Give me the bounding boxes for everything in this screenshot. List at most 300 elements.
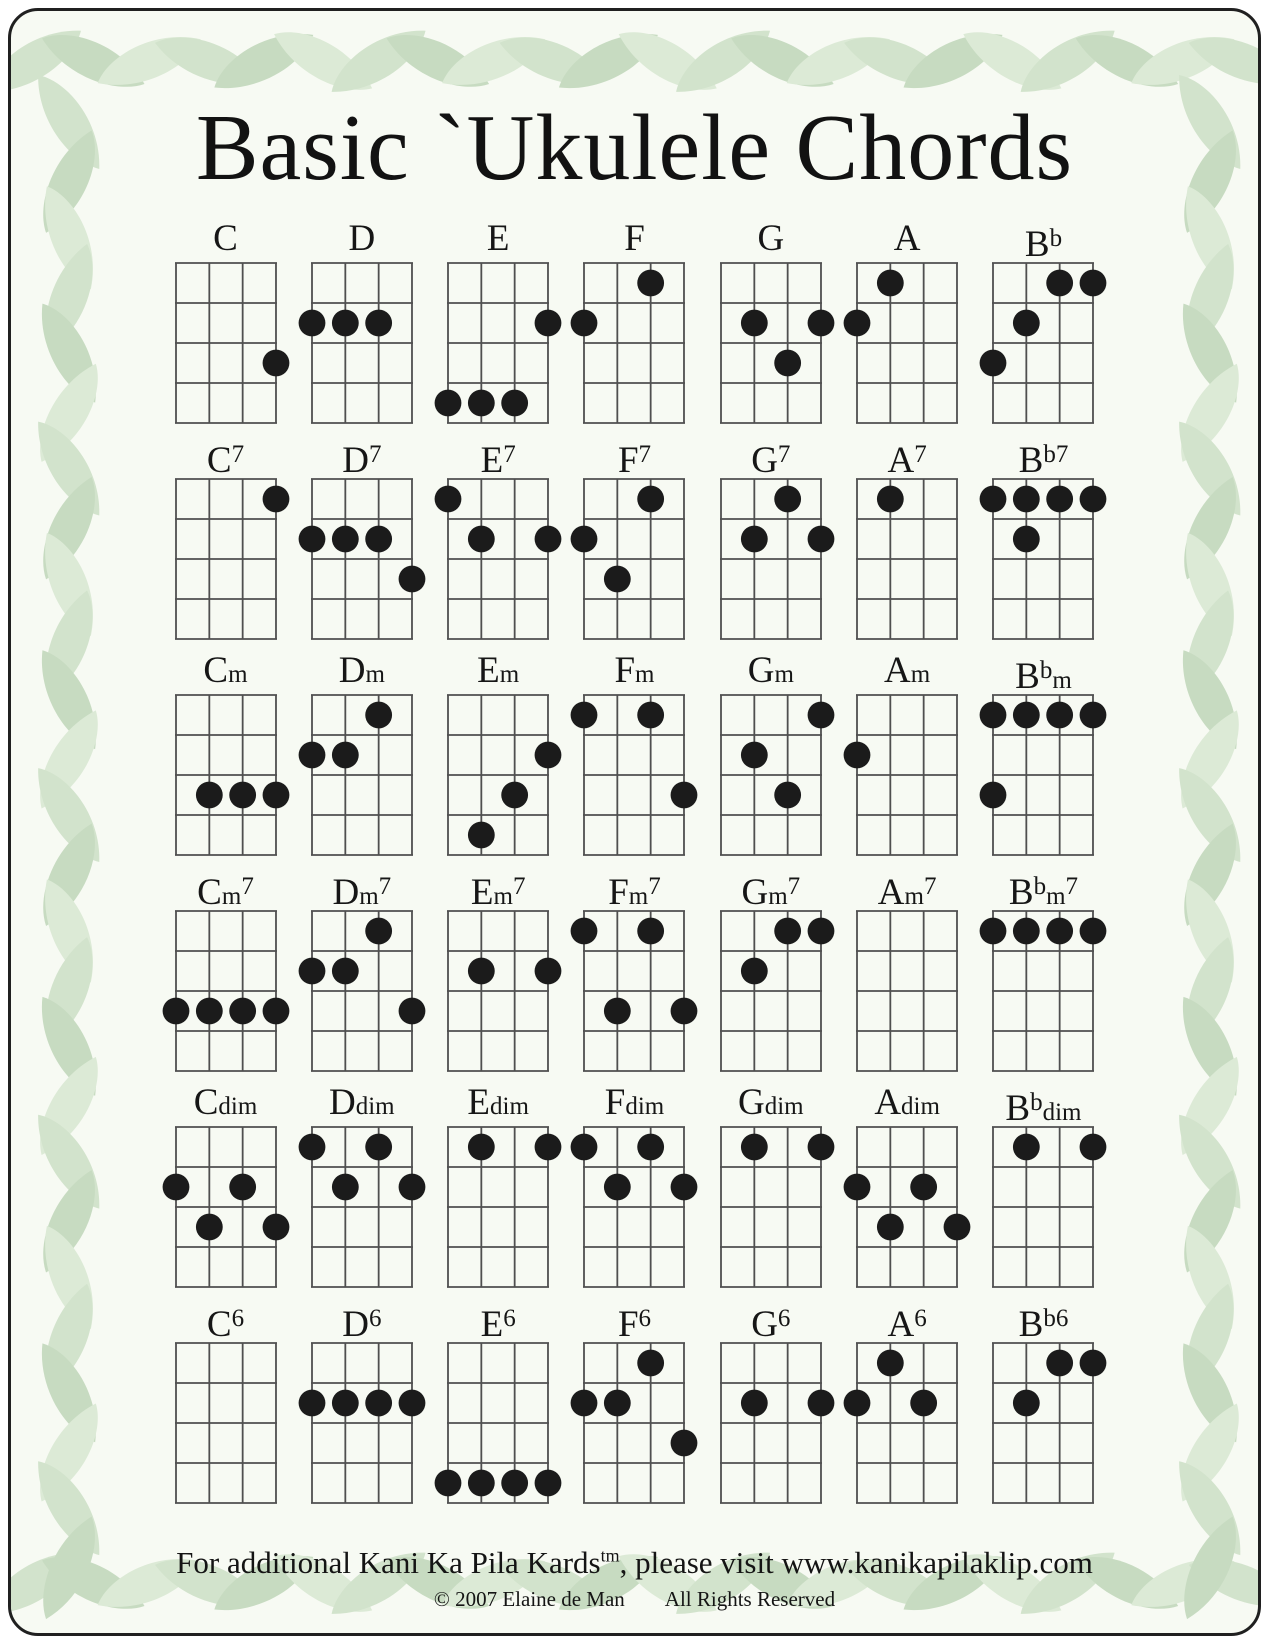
chord-label — [840, 218, 974, 260]
chord-root-letter: G — [741, 871, 769, 913]
grid-lines — [175, 1343, 277, 1503]
chord-label — [704, 866, 838, 913]
finger-dot — [229, 781, 256, 808]
fretboard-grid — [840, 260, 974, 434]
chord-suffix: 7 — [503, 440, 516, 468]
grid-lines — [992, 911, 1094, 1071]
finger-dot — [262, 1213, 289, 1240]
fretboard-grid — [295, 476, 429, 650]
chord-label — [295, 434, 429, 481]
chord-root-letter: F — [617, 439, 639, 481]
fretboard-grid — [431, 1340, 565, 1514]
grid-lines — [856, 1127, 958, 1287]
chord-suffix: m — [365, 660, 385, 688]
finger-dot — [980, 781, 1007, 808]
fretboard-grid — [431, 692, 565, 866]
finger-dot — [877, 485, 904, 512]
chord-suffix: m — [904, 882, 924, 910]
grid-lines — [175, 695, 277, 855]
chord-suffix: 6 — [638, 1304, 652, 1332]
rights-text: All Rights Reserved — [664, 1586, 836, 1611]
fretboard-grid — [159, 692, 293, 866]
chord-root-letter: A — [877, 871, 905, 913]
chord-root-letter: B — [1024, 223, 1050, 265]
chord-root-letter: D — [338, 649, 366, 691]
finger-dot — [604, 1389, 631, 1416]
grid-lines — [175, 911, 277, 1071]
finger-dot — [365, 1133, 392, 1160]
finger-dot — [262, 781, 289, 808]
finger-dot — [844, 309, 871, 336]
page-title: Basic `Ukulele Chords — [195, 96, 1074, 200]
chord-label — [295, 1082, 429, 1124]
finger-dot — [571, 701, 598, 728]
chord-suffix: 6 — [914, 1304, 927, 1332]
chord-diagram-Bb7 — [976, 434, 1110, 650]
finger-dot — [468, 525, 495, 552]
fretboard-grid — [704, 1124, 838, 1298]
finger-dot — [468, 957, 495, 984]
chord-diagram-Cm — [159, 650, 293, 866]
finger-dot — [1013, 1389, 1040, 1416]
grid-lines — [856, 479, 958, 639]
chord-label — [159, 650, 293, 692]
chord-label — [976, 1298, 1110, 1345]
finger-dot — [638, 917, 665, 944]
fretboard-grid — [159, 476, 293, 650]
chord-root-letter: A — [874, 1081, 902, 1123]
grid-lines — [447, 1343, 549, 1503]
chord-suffix: dim — [1042, 1098, 1082, 1126]
fretboard-grid — [840, 476, 974, 650]
finger-dot — [1080, 917, 1107, 944]
chord-suffix: dim — [218, 1092, 258, 1120]
grid-lines — [583, 479, 685, 639]
chord-diagram-Ddim — [295, 1082, 429, 1298]
finger-dot — [671, 781, 698, 808]
finger-dot — [365, 701, 392, 728]
chord-label — [567, 218, 701, 260]
finger-dot — [365, 1389, 392, 1416]
grid-lines — [447, 479, 549, 639]
finger-dot — [398, 997, 425, 1024]
finger-dot — [298, 1133, 325, 1160]
finger-dot — [262, 997, 289, 1024]
chord-root-letter: F — [624, 217, 645, 259]
grid-lines — [447, 1127, 549, 1287]
chord-suffix: 7 — [914, 440, 927, 468]
fretboard-grid — [704, 908, 838, 1082]
chord-label — [704, 434, 838, 481]
fretboard-grid — [159, 908, 293, 1082]
fretboard-grid — [295, 260, 429, 434]
grid-lines — [992, 263, 1094, 423]
fretboard-grid — [704, 476, 838, 650]
chord-suffix: m — [228, 660, 248, 688]
chord-suffix: m — [493, 882, 513, 910]
chord-label — [567, 650, 701, 692]
finger-dot — [468, 1133, 495, 1160]
finger-dot — [398, 1389, 425, 1416]
grid-lines — [583, 911, 685, 1071]
chord-suffix: b — [1039, 656, 1053, 684]
chord-label — [567, 1082, 701, 1124]
chord-label — [159, 866, 293, 913]
finger-dot — [638, 701, 665, 728]
chord-root-letter: A — [884, 649, 911, 691]
chord-diagram-A7 — [840, 434, 974, 650]
grid-lines — [447, 263, 549, 423]
finger-dot — [501, 389, 528, 416]
finger-dot — [332, 309, 359, 336]
fretboard-grid — [567, 692, 701, 866]
grid-lines — [992, 1127, 1094, 1287]
grid-lines — [856, 911, 958, 1071]
chord-root-letter: C — [213, 217, 238, 259]
chord-root-letter: B — [1008, 871, 1034, 913]
finger-dot — [1047, 917, 1074, 944]
chord-root-letter: C — [206, 439, 232, 481]
finger-dot — [468, 821, 495, 848]
finger-dot — [944, 1213, 971, 1240]
fretboard-grid — [431, 260, 565, 434]
chord-diagram-A6 — [840, 1298, 974, 1514]
grid-lines — [583, 695, 685, 855]
chord-label — [159, 218, 293, 260]
chord-suffix: 7 — [638, 440, 652, 468]
finger-dot — [195, 781, 222, 808]
finger-dot — [741, 957, 768, 984]
chord-label — [567, 866, 701, 913]
fretboard-grid — [431, 476, 565, 650]
grid-lines — [992, 1343, 1094, 1503]
chord-diagram-E — [431, 218, 565, 434]
finger-dot — [501, 781, 528, 808]
grid-lines — [720, 1127, 822, 1287]
fretboard-grid — [159, 1124, 293, 1298]
fretboard-grid — [295, 908, 429, 1082]
chord-row-major — [159, 218, 1111, 434]
chord-suffix: 7 — [368, 440, 382, 468]
fretboard-grid — [567, 908, 701, 1082]
chord-suffix: b — [1043, 440, 1056, 468]
chord-root-letter: B — [1005, 1087, 1031, 1129]
finger-dot — [1080, 1349, 1107, 1376]
decorative-border-frame — [8, 8, 1261, 1636]
finger-dot — [877, 269, 904, 296]
finger-dot — [1013, 309, 1040, 336]
chord-diagram-F — [567, 218, 701, 434]
chord-diagram-C — [159, 218, 293, 434]
finger-dot — [162, 1173, 189, 1200]
chord-label — [704, 1082, 838, 1124]
chord-label — [567, 434, 701, 481]
chord-diagram-C6 — [159, 1298, 293, 1514]
grid-lines — [311, 479, 413, 639]
chord-diagram-Cm7 — [159, 866, 293, 1082]
fretboard-grid — [567, 476, 701, 650]
finger-dot — [365, 525, 392, 552]
finger-dot — [807, 309, 834, 336]
chord-suffix: b — [1030, 1088, 1043, 1116]
fretboard-grid — [704, 1340, 838, 1514]
finger-dot — [774, 917, 801, 944]
finger-dot — [1080, 701, 1107, 728]
chord-root-letter: A — [893, 217, 921, 259]
chord-root-letter: A — [887, 439, 915, 481]
fretboard-grid — [567, 260, 701, 434]
finger-dot — [1013, 485, 1040, 512]
fretboard-grid — [976, 908, 1110, 1082]
chord-diagram-Em — [431, 650, 565, 866]
chord-root-letter: E — [480, 1303, 504, 1345]
chord-suffix: m — [221, 882, 242, 910]
chord-label — [976, 434, 1110, 481]
chord-suffix: m — [635, 660, 655, 688]
finger-dot — [741, 309, 768, 336]
chord-label — [976, 650, 1110, 697]
finger-dot — [332, 525, 359, 552]
chord-label — [431, 434, 565, 481]
copyright-text: © 2007 Elaine de Man — [433, 1586, 625, 1611]
chord-diagram-E7 — [431, 434, 565, 650]
finger-dot — [262, 349, 289, 376]
finger-dot — [980, 349, 1007, 376]
chord-label — [159, 1298, 293, 1345]
finger-dot — [807, 917, 834, 944]
chord-suffix: dim — [355, 1092, 395, 1120]
chord-suffix: dim — [490, 1092, 529, 1120]
chord-diagram-Gm — [704, 650, 838, 866]
chord-suffix: dim — [901, 1092, 940, 1120]
chord-row-diminished — [159, 1082, 1111, 1298]
grid-lines — [447, 911, 549, 1071]
chord-label — [295, 218, 429, 260]
chord-diagram-C7 — [159, 434, 293, 650]
chord-suffix: b — [1033, 872, 1047, 900]
chord-root-letter: F — [617, 1303, 639, 1345]
chord-root-letter: D — [332, 871, 360, 913]
grid-lines — [311, 1127, 413, 1287]
finger-dot — [741, 525, 768, 552]
finger-dot — [435, 1469, 462, 1496]
finger-dot — [1013, 917, 1040, 944]
chord-diagram-Gm7 — [704, 866, 838, 1082]
chord-diagram-G — [704, 218, 838, 434]
chord-label — [295, 866, 429, 913]
finger-dot — [298, 309, 325, 336]
finger-dot — [980, 701, 1007, 728]
finger-dot — [638, 1133, 665, 1160]
grid-lines — [583, 263, 685, 423]
grid-lines — [856, 695, 958, 855]
chord-label — [976, 866, 1110, 913]
chord-suffix: m — [910, 660, 931, 688]
chord-diagram-Bb6 — [976, 1298, 1110, 1514]
chord-diagram-Bbm — [976, 650, 1110, 866]
chord-diagram-Gdim — [704, 1082, 838, 1298]
chord-rows-container — [159, 218, 1111, 1514]
chord-diagram-Dm7 — [295, 866, 429, 1082]
chord-label — [159, 434, 293, 481]
fretboard-grid — [840, 1124, 974, 1298]
finger-dot — [332, 1173, 359, 1200]
finger-dot — [332, 1389, 359, 1416]
chord-root-letter: C — [206, 1303, 232, 1345]
chord-root-letter: D — [348, 217, 376, 259]
chord-suffix: m — [628, 882, 649, 910]
finger-dot — [365, 917, 392, 944]
finger-dot — [571, 917, 598, 944]
chord-diagram-D7 — [295, 434, 429, 650]
finger-dot — [604, 997, 631, 1024]
chord-suffix: 7 — [1055, 440, 1069, 468]
chord-suffix: 6 — [1055, 1304, 1069, 1332]
chord-root-letter: B — [1015, 655, 1040, 697]
chord-suffix: 6 — [503, 1304, 516, 1332]
finger-dot — [1047, 701, 1074, 728]
finger-dot — [807, 1133, 834, 1160]
finger-dot — [638, 485, 665, 512]
finger-dot — [468, 1469, 495, 1496]
finger-dot — [604, 1173, 631, 1200]
finger-dot — [535, 1133, 562, 1160]
fretboard-grid — [567, 1340, 701, 1514]
grid-lines — [856, 1343, 958, 1503]
finger-dot — [468, 389, 495, 416]
grid-lines — [720, 263, 822, 423]
chord-suffix: 7 — [648, 872, 661, 900]
chord-label — [431, 1298, 565, 1345]
chord-label — [840, 1298, 974, 1345]
finger-dot — [844, 1173, 871, 1200]
finger-dot — [535, 525, 562, 552]
chord-diagram-A — [840, 218, 974, 434]
chord-diagram-Fdim — [567, 1082, 701, 1298]
grid-lines — [856, 263, 958, 423]
finger-dot — [807, 1389, 834, 1416]
chord-diagram-Dm — [295, 650, 429, 866]
finger-dot — [877, 1213, 904, 1240]
finger-dot — [980, 917, 1007, 944]
finger-dot — [435, 389, 462, 416]
chord-suffix: m — [1046, 882, 1066, 910]
chord-label — [704, 218, 838, 260]
footer-copyright — [11, 1588, 1258, 1611]
grid-lines — [311, 911, 413, 1071]
chord-suffix: 7 — [1065, 872, 1079, 900]
chord-row-sixth — [159, 1298, 1111, 1514]
trademark-superscript: tm — [600, 1545, 620, 1566]
finger-dot — [910, 1389, 937, 1416]
footer-promo — [11, 1546, 1258, 1580]
grid-lines — [175, 263, 277, 423]
grid-lines — [175, 1127, 277, 1287]
chord-label — [431, 650, 565, 692]
chord-label — [704, 1298, 838, 1345]
finger-dot — [298, 957, 325, 984]
chord-root-letter: C — [203, 649, 229, 691]
fretboard-grid — [431, 908, 565, 1082]
finger-dot — [1013, 1133, 1040, 1160]
finger-dot — [1047, 1349, 1074, 1376]
finger-dot — [398, 1173, 425, 1200]
chord-root-letter: B — [1018, 439, 1044, 481]
chord-suffix: 7 — [241, 872, 254, 900]
chord-suffix: 7 — [787, 872, 801, 900]
chord-root-letter: G — [751, 1303, 778, 1345]
chord-diagram-Edim — [431, 1082, 565, 1298]
chord-diagram-Bbm7 — [976, 866, 1110, 1082]
chord-label — [840, 434, 974, 481]
finger-dot — [229, 1173, 256, 1200]
finger-dot — [774, 781, 801, 808]
finger-dot — [332, 957, 359, 984]
fretboard-grid — [840, 908, 974, 1082]
chord-suffix: 6 — [231, 1304, 245, 1332]
chord-label — [295, 650, 429, 692]
chord-root-letter: E — [480, 439, 504, 481]
chord-diagram-Cdim — [159, 1082, 293, 1298]
chord-diagram-Bb — [976, 218, 1110, 434]
finger-dot — [741, 1389, 768, 1416]
finger-dot — [980, 485, 1007, 512]
chord-label — [704, 650, 838, 692]
finger-dot — [1080, 269, 1107, 296]
chord-diagram-Am7 — [840, 866, 974, 1082]
chord-root-letter: A — [887, 1303, 915, 1345]
chord-diagram-G7 — [704, 434, 838, 650]
chord-row-minor-seventh — [159, 866, 1111, 1082]
chord-label — [976, 218, 1110, 265]
fretboard-grid — [840, 1340, 974, 1514]
chord-root-letter: G — [747, 649, 775, 691]
finger-dot — [162, 997, 189, 1024]
finger-dot — [638, 269, 665, 296]
fretboard-grid — [567, 1124, 701, 1298]
chart-content — [11, 11, 1258, 1611]
fretboard-grid — [295, 1124, 429, 1298]
finger-dot — [332, 741, 359, 768]
chord-root-letter: C — [193, 1081, 219, 1123]
finger-dot — [774, 349, 801, 376]
chord-row-seventh — [159, 434, 1111, 650]
chord-diagram-Bbdim — [976, 1082, 1110, 1298]
finger-dot — [1013, 701, 1040, 728]
grid-lines — [311, 1343, 413, 1503]
finger-dot — [604, 565, 631, 592]
fretboard-grid — [976, 1124, 1110, 1298]
chord-label — [567, 1298, 701, 1345]
finger-dot — [262, 485, 289, 512]
grid-lines — [992, 479, 1094, 639]
fretboard-grid — [976, 1340, 1110, 1514]
fretboard-grid — [295, 692, 429, 866]
finger-dot — [535, 957, 562, 984]
chord-suffix: m — [1052, 666, 1072, 694]
finger-dot — [571, 1133, 598, 1160]
chord-root-letter: E — [467, 1081, 490, 1123]
chord-suffix: dim — [764, 1092, 804, 1120]
chord-root-letter: F — [614, 649, 636, 691]
finger-dot — [398, 565, 425, 592]
chord-label — [976, 1082, 1110, 1129]
grid-lines — [311, 695, 413, 855]
chord-root-letter: D — [342, 439, 369, 481]
finger-dot — [535, 1469, 562, 1496]
grid-lines — [447, 695, 549, 855]
grid-lines — [583, 1343, 685, 1503]
